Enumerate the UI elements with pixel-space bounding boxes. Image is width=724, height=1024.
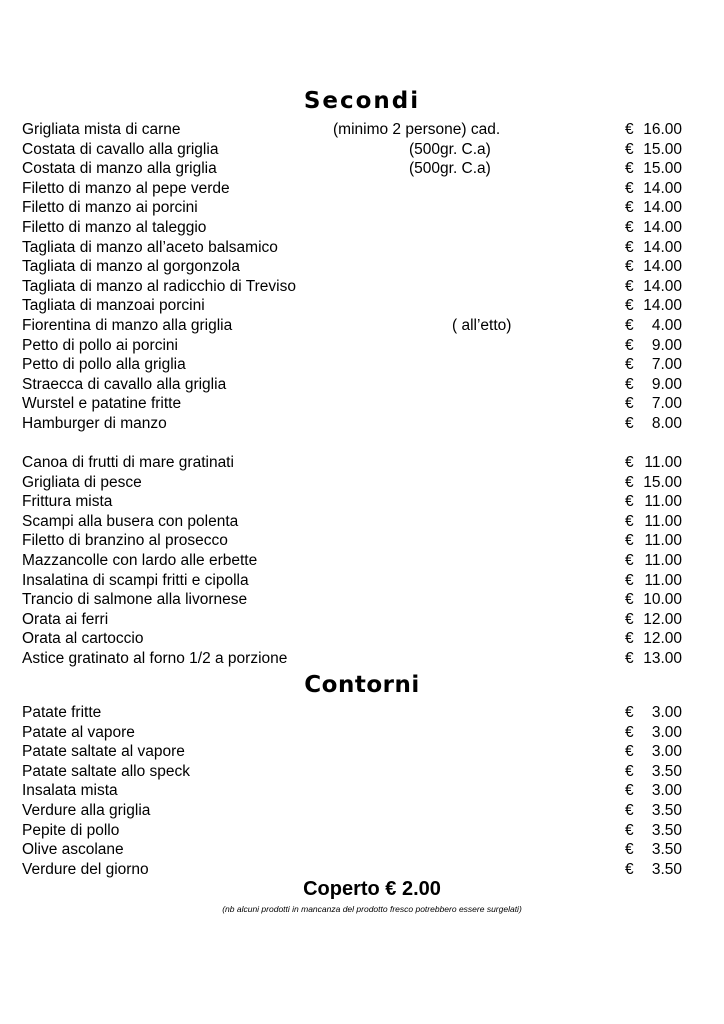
currency-symbol: € [625,199,634,217]
menu-item [22,801,686,821]
currency-symbol: € [625,160,634,178]
menu-item [22,238,686,258]
menu-item [22,375,686,395]
menu-item-price: 11.00 [644,493,682,511]
coperto-line: Coperto € 2.00 [303,878,441,900]
menu-item-price: 15.00 [643,160,682,178]
currency-symbol: € [625,782,634,800]
currency-symbol: € [625,630,634,648]
menu-item [22,762,686,782]
menu-item-note: (minimo 2 persone) cad. [333,121,501,138]
menu-item-name: Fiorentina di manzo alla griglia [22,316,233,334]
contorni-heading: Contorni [304,672,420,698]
menu-item [22,316,686,336]
menu-item [22,179,686,199]
menu-item-price: 11.00 [644,551,682,569]
menu-item-name: Tagliata di manzo all’aceto balsamico [22,238,278,256]
menu-item-price: 3.50 [651,841,682,859]
menu-item-note: ( all’etto) [452,316,512,334]
menu-item [22,492,686,512]
currency-symbol: € [625,591,634,609]
currency-symbol: € [625,179,634,197]
menu-item-name: Verdure alla griglia [22,801,151,819]
menu-item-price: 14.00 [643,179,682,197]
menu-item [22,414,686,434]
menu-item [22,140,686,160]
menu-item-name: Patate saltate al vapore [22,743,185,761]
currency-symbol: € [625,336,634,354]
menu-item-price: 14.00 [643,218,682,236]
menu-item-price: 14.00 [643,199,682,217]
currency-symbol: € [625,395,634,413]
menu-item-name: Hamburger di manzo [22,414,167,432]
menu-item-name: Trancio di salmone alla livornese [22,591,248,609]
menu-item [22,781,686,801]
menu-item-price: 12.00 [643,630,682,648]
menu-item-price: 9.00 [651,336,682,354]
menu-item-price: 4.00 [651,316,682,334]
menu-item [22,649,686,669]
currency-symbol: € [625,493,634,511]
currency-symbol: € [625,571,634,589]
menu-item-name: Olive ascolane [22,841,124,859]
menu-item-name: Filetto di manzo al pepe verde [22,179,230,197]
menu-item-price: 11.00 [644,571,682,589]
menu-item [22,277,686,297]
menu-item-price: 14.00 [643,297,682,315]
menu-item-price: 3.50 [651,801,682,819]
currency-symbol: € [625,238,634,256]
menu-item-name: Astice gratinato al forno 1/2 a porzione [22,649,288,667]
secondi-heading: Secondi [303,88,421,114]
menu-item-name: Frittura mista [22,493,113,511]
menu-item [22,703,686,723]
menu-item-name: Scampi alla busera con polenta [22,512,239,530]
currency-symbol: € [625,121,634,138]
menu-item [22,394,686,414]
menu-item-price: 3.00 [651,743,682,761]
menu-item-price: 11.00 [644,512,682,530]
currency-symbol: € [625,414,634,432]
currency-symbol: € [625,258,634,276]
menu-item [22,453,686,473]
menu-item-name: Costata di manzo alla griglia [22,160,217,178]
menu-item [22,159,686,179]
menu-item-name: Patate fritte [22,704,102,721]
menu-item-price: 11.00 [644,532,682,550]
menu-item [22,336,686,356]
menu-item-price: 13.00 [643,649,682,667]
currency-symbol: € [625,512,634,530]
contorni-list [22,703,686,879]
menu-item-name: Costata di cavallo alla griglia [22,140,219,158]
menu-item-price: 3.50 [651,821,682,839]
menu-item-price: 3.50 [651,860,682,878]
menu-item-price: 7.00 [651,395,682,413]
menu-item [22,551,686,571]
menu-item-name: Canoa di frutti di mare gratinati [22,454,234,471]
menu-item-name: Wurstel e patatine fritte [22,395,182,413]
menu-item-price: 3.50 [651,762,682,780]
menu-item-price: 8.00 [651,414,682,432]
menu-item [22,629,686,649]
menu-item [22,257,686,277]
currency-symbol: € [625,860,634,878]
menu-item-name: Orata al cartoccio [22,630,144,648]
menu-item-name: Pepite di pollo [22,821,120,839]
menu-item [22,218,686,238]
currency-symbol: € [625,841,634,859]
currency-symbol: € [625,532,634,550]
menu-item-price: 14.00 [643,238,682,256]
menu-item-price: 14.00 [643,277,682,295]
menu-item-name: Grigliata mista di carne [22,121,181,138]
menu-item-price: 12.00 [643,610,682,628]
menu-item-name: Filetto di manzo ai porcini [22,199,198,217]
menu-item-name: Tagliata di manzoai porcini [22,297,205,315]
menu-item [22,742,686,762]
menu-item-name: Insalatina di scampi fritti e cipolla [22,571,249,589]
menu-item [22,821,686,841]
currency-symbol: € [625,801,634,819]
menu-item-price: 16.00 [643,121,682,138]
menu-item [22,512,686,532]
menu-item-name: Mazzancolle con lardo alle erbette [22,551,258,569]
menu-item-name: Patate al vapore [22,723,135,741]
currency-symbol: € [625,762,634,780]
menu-item-price: 11.00 [644,454,682,471]
currency-symbol: € [625,473,634,491]
currency-symbol: € [625,218,634,236]
menu-item [22,723,686,743]
menu-item-note: (500gr. C.a) [409,140,491,158]
menu-item-name: Petto di pollo ai porcini [22,336,178,354]
menu-item [22,120,686,140]
currency-symbol: € [625,356,634,374]
menu-item [22,610,686,630]
menu-item-price: 3.00 [651,723,682,741]
currency-symbol: € [625,140,634,158]
menu-item-price: 10.00 [643,591,682,609]
menu-item-name: Petto di pollo alla griglia [22,356,186,374]
menu-item-name: Filetto di manzo al taleggio [22,218,207,236]
currency-symbol: € [625,277,634,295]
menu-item-name: Tagliata di manzo al gorgonzola [22,258,240,276]
currency-symbol: € [625,704,634,721]
menu-item-price: 15.00 [643,140,682,158]
menu-item-price: 9.00 [651,375,682,393]
menu-item-name: Tagliata di manzo al radicchio di Treviso [22,277,296,295]
menu-item [22,840,686,860]
secondi-meat-list [22,120,686,434]
menu-item [22,473,686,493]
menu-item-name: Filetto di branzino al prosecco [22,532,228,550]
menu-item-name: Insalata mista [22,782,118,800]
currency-symbol: € [625,649,634,667]
menu-item [22,590,686,610]
menu-item-name: Straecca di cavallo alla griglia [22,375,227,393]
currency-symbol: € [625,743,634,761]
currency-symbol: € [625,723,634,741]
menu-item [22,571,686,591]
menu-item-name: Grigliata di pesce [22,473,142,491]
menu-item-price: 14.00 [643,258,682,276]
menu-item [22,296,686,316]
footnote: (nb alcuni prodotti in mancanza del prodotto fresco potrebbero essere surgelati) [222,904,522,914]
currency-symbol: € [625,316,634,334]
currency-symbol: € [625,454,634,471]
menu-item-price: 3.00 [651,782,682,800]
menu-item-name: Orata ai ferri [22,610,109,628]
currency-symbol: € [625,297,634,315]
menu-item-price: 7.00 [651,356,682,374]
currency-symbol: € [625,551,634,569]
menu-item-price: 15.00 [643,473,682,491]
currency-symbol: € [625,821,634,839]
currency-symbol: € [625,375,634,393]
secondi-fish-list [22,453,686,669]
menu-item-name: Verdure del giorno [22,860,149,878]
menu-item-price: 3.00 [651,704,682,721]
menu-item [22,355,686,375]
menu-item [22,198,686,218]
currency-symbol: € [625,610,634,628]
menu-item-name: Patate saltate allo speck [22,762,191,780]
menu-item [22,860,686,880]
menu-item [22,531,686,551]
menu-item-note: (500gr. C.a) [409,160,491,178]
